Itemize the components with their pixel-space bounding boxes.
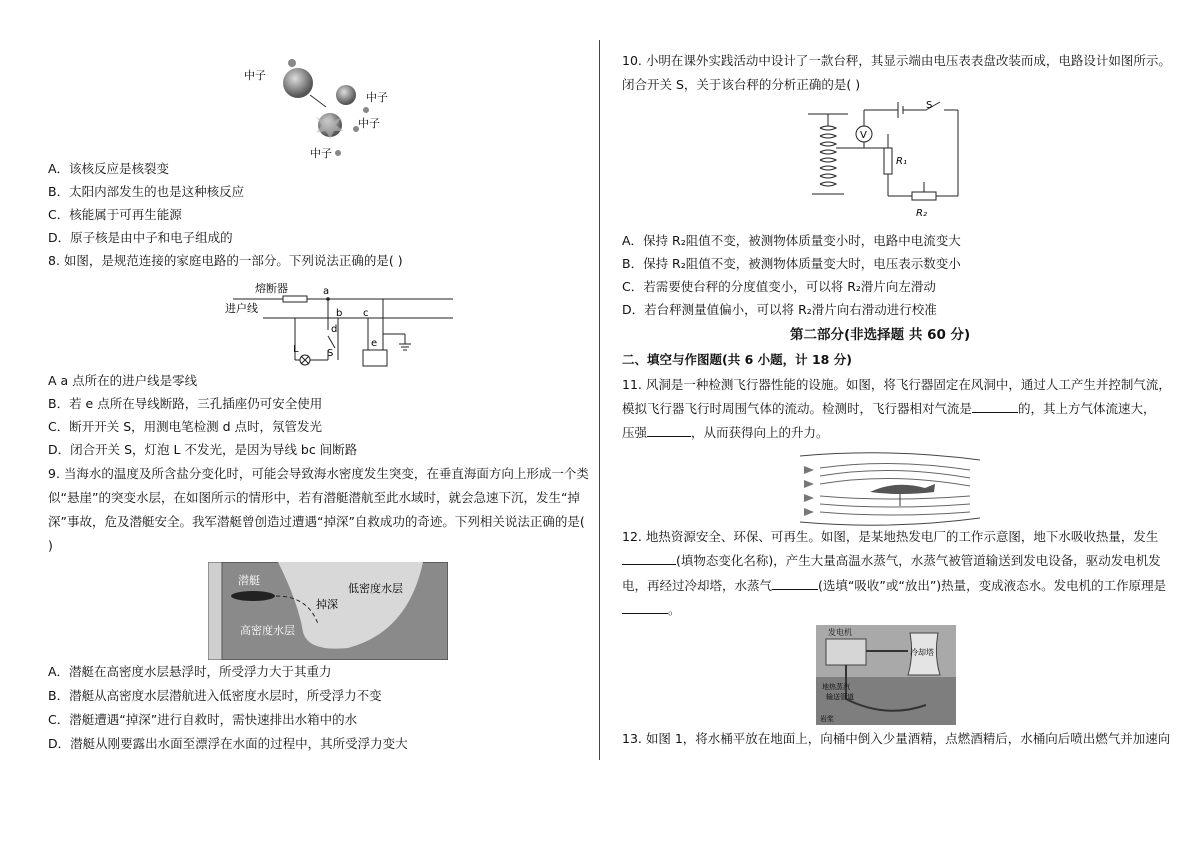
steam-label: 地热蒸汽 <box>822 683 850 691</box>
scale-circuit-figure <box>808 98 968 222</box>
q12-line3: 电，再经过冷却塔，水蒸气 (选填“吸收”或“放出”)热量，变成液态水。发电机的工作原理是 <box>622 578 1167 593</box>
svg-text:R₂: R₂ <box>916 208 927 219</box>
svg-text:L: L <box>293 344 299 355</box>
q12-line1: 12. 地热资源安全、环保、可再生。如图，是某地热发电厂的工作示意图，地下水吸收热量，发生 <box>622 529 1159 544</box>
neutron-icon <box>335 150 341 156</box>
inlet-label: 进户线 <box>225 302 258 315</box>
q8-option-c: C．断开开关 S，用测电笔检测 d 点时，氖管发光 <box>48 419 323 434</box>
q7-option-b: B．太阳内部发生的也是这种核反应 <box>48 184 245 199</box>
submarine-label: 潜艇 <box>238 574 260 587</box>
switch-icon <box>328 336 335 348</box>
neutron-label: 中子 <box>310 147 332 160</box>
cooling-tower-label: 冷却塔 <box>910 648 934 657</box>
nucleus-icon <box>283 68 313 98</box>
q12-line2: (填物态变化名称)，产生大量高温水蒸气，水蒸气被管道输送到发电设备，驱动发电机发 <box>622 552 1161 570</box>
svg-text:S: S <box>926 100 933 111</box>
fuse-icon <box>283 296 307 302</box>
svg-text:b: b <box>336 308 343 319</box>
generator-label: 发电机 <box>828 628 852 637</box>
q9-stem-line1: 9. 当海水的温度及所含盐分变化时，可能会导致海水密度发生突变，在垂直海面方向上形成一个类 <box>48 466 589 481</box>
q9-option-d: D．潜艇从刚要露出水面至漂浮在水面的过程中，其所受浮力变大 <box>48 736 408 751</box>
q7-option-c: C．核能属于可再生能源 <box>48 207 182 222</box>
household-circuit-figure <box>223 278 463 370</box>
q11-line3: 压强 ，从而获得向上的升力。 <box>622 425 829 440</box>
q12-blank-2[interactable] <box>772 577 818 590</box>
q7-option-d: D．原子核是由中子和电子组成的 <box>48 230 233 245</box>
q10-option-d: D．若台秤测量值偏小，可以将 R₂滑片向右滑动进行校准 <box>622 302 937 317</box>
depth-scale <box>208 562 222 660</box>
socket-icon <box>363 350 387 366</box>
magma-label: 岩浆 <box>820 715 834 723</box>
wind-tunnel-figure <box>800 450 980 528</box>
section-heading: 二、填空与作图题(共 6 小题，计 18 分) <box>622 352 852 367</box>
generator-icon <box>826 639 866 665</box>
neutron-icon <box>363 107 369 113</box>
neutron-icon <box>288 59 296 67</box>
q8-stem: 8. 如图，是规范连接的家庭电路的一部分。下列说法正确的是( ) <box>48 253 403 268</box>
q10-option-a: A．保持 R₂阻值不变，被测物体质量变小时，电路中电流变大 <box>622 233 961 248</box>
q9-stem-line2: 似“悬崖”的突变水层，在如图所示的情形中，若有潜艇潜航至此水域时，就会急速下沉，发生“掉 <box>48 490 580 505</box>
q11-line2: 模拟飞行器飞行时周围气体的流动。检测时，飞行器相对气流是 的，其上方气体流速大， <box>622 401 1156 416</box>
column-divider <box>599 40 600 760</box>
svg-text:S: S <box>327 348 334 359</box>
q8-option-b: B．若 e 点所在导线断路，三孔插座仍可安全使用 <box>48 396 323 411</box>
q12-line4: 。 <box>622 601 681 619</box>
svg-text:c: c <box>363 308 369 319</box>
q8-option-a: A a 点所在的进户线是零线 <box>48 373 198 388</box>
neutron-label: 中子 <box>366 91 388 104</box>
svg-text:e: e <box>371 338 378 349</box>
arrow-line <box>310 95 326 107</box>
neutron-label: 中子 <box>244 69 266 82</box>
q8-option-d: D．闭合开关 S，灯泡 L 不发光，是因为导线 bc 间断路 <box>48 442 358 457</box>
svg-text:a: a <box>323 286 330 297</box>
svg-text:R₁: R₁ <box>896 156 907 167</box>
q13-line1: 13. 如图 1，将水桶平放在地面上，向桶中倒入少量酒精，点燃酒精后，水桶向后喷出燃气并加速向 <box>622 731 1171 746</box>
drop-label: 掉深 <box>316 598 338 611</box>
submarine-figure <box>208 562 448 660</box>
spring-icon <box>820 126 836 186</box>
q9-option-a: A．潜艇在高密度水层悬浮时，所受浮力大于其重力 <box>48 664 332 679</box>
fission-figure <box>238 55 408 160</box>
neutron-label: 中子 <box>358 117 380 130</box>
q9-stem-line4: ) <box>48 538 53 553</box>
resistor-r1-icon <box>884 148 892 174</box>
q11-line1: 11. 风洞是一种检测飞行器性能的设施。如图，将飞行器固定在风洞中，通过人工产生并控制气流， <box>622 377 1171 392</box>
fragment-icon <box>336 85 356 105</box>
q12-blank-1[interactable] <box>622 552 676 565</box>
q9-option-c: C．潜艇遭遇“掉深”进行自救时，需快速排出水箱中的水 <box>48 712 358 727</box>
submarine-icon <box>231 591 275 601</box>
q10-option-c: C．若需要使台秤的分度值变小，可以将 R₂滑片向左滑动 <box>622 279 936 294</box>
high-density-label: 高密度水层 <box>240 624 295 637</box>
q10-stem-line2: 闭合开关 S，关于该台秤的分析正确的是( ) <box>622 77 861 92</box>
q10-stem-line1: 10. 小明在课外实践活动中设计了一款台秤，其显示端由电压表表盘改装而成，电路设计如图所示。 <box>622 53 1171 68</box>
q7-option-a: A．该核反应是核裂变 <box>48 161 170 176</box>
q10-option-b: B．保持 R₂阻值不变，被测物体质量变大时，电压表示数变小 <box>622 256 961 271</box>
svg-text:d: d <box>331 324 338 335</box>
q9-option-b: B．潜艇从高密度水层潜航进入低密度水层时，所受浮力不变 <box>48 688 382 703</box>
svg-text:V: V <box>860 130 867 141</box>
part2-heading: 第二部分(非选择题 共 60 分) <box>790 327 971 343</box>
q11-blank-1[interactable] <box>972 400 1018 413</box>
fuse-label: 熔断器 <box>255 282 288 295</box>
resistor-r2-icon <box>912 192 936 200</box>
geothermal-figure <box>816 625 956 725</box>
q11-blank-2[interactable] <box>647 424 691 437</box>
low-density-label: 低密度水层 <box>348 582 403 595</box>
q9-stem-line3: 深”事故，危及潜艇安全。我军潜艇曾创造过遭遇“掉深”自救成功的奇迹。下列相关说法正确的是( <box>48 514 585 529</box>
pipe-label: 输送管道 <box>826 693 854 701</box>
q12-blank-3[interactable] <box>622 601 668 614</box>
